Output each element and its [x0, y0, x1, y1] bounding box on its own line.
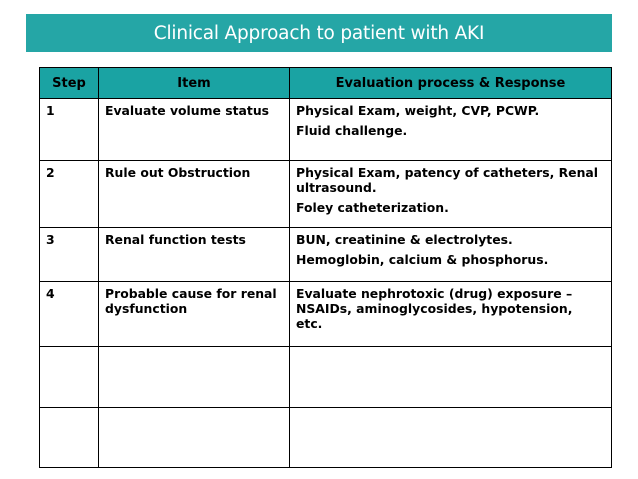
- cell-item: [99, 228, 290, 282]
- cell-item: [99, 347, 290, 408]
- item-text: dysfunction: [105, 301, 188, 316]
- cell-step: [40, 228, 99, 282]
- evaluation-line: Fluid challenge.: [296, 123, 408, 138]
- cell-item: [99, 408, 290, 468]
- title-bar: [26, 14, 612, 52]
- item-text: Rule out Obstruction: [105, 165, 251, 180]
- cell-evaluation: [290, 347, 612, 408]
- table-row-empty: [40, 408, 612, 468]
- table-row: [40, 99, 612, 161]
- table-row: [40, 282, 612, 347]
- table-row: [40, 228, 612, 282]
- cell-evaluation: [290, 99, 612, 161]
- cell-evaluation: [290, 228, 612, 282]
- cell-item: [99, 99, 290, 161]
- header-step: Step: [40, 68, 99, 99]
- table-row: [40, 161, 612, 228]
- item-text: Evaluate volume status: [105, 103, 270, 118]
- cell-evaluation: [290, 282, 612, 347]
- evaluation-line: Evaluate nephrotoxic (drug) exposure –: [296, 286, 573, 301]
- cell-evaluation: [290, 408, 612, 468]
- table-row-empty: [40, 347, 612, 408]
- cell-step: [40, 99, 99, 161]
- header-evaluation: Evaluation process & Response: [290, 68, 612, 99]
- cell-step: [40, 282, 99, 347]
- evaluation-line: Physical Exam, weight, CVP, PCWP.: [296, 103, 540, 118]
- table-header-row: [40, 68, 612, 99]
- header-item: Item: [99, 68, 290, 99]
- evaluation-line: Foley catheterization.: [296, 200, 449, 215]
- evaluation-line: BUN, creatinine & electrolytes.: [296, 232, 513, 247]
- cell-step: [40, 161, 99, 228]
- aki-approach-table: [39, 67, 612, 468]
- cell-step: [40, 408, 99, 468]
- item-text: Probable cause for renal: [105, 286, 277, 301]
- evaluation-line: etc.: [296, 316, 323, 331]
- cell-evaluation: [290, 161, 612, 228]
- cell-step: [40, 347, 99, 408]
- evaluation-line: ultrasound.: [296, 180, 377, 195]
- item-text: Renal function tests: [105, 232, 246, 247]
- step-number: 1: [46, 103, 55, 118]
- step-number: 3: [46, 232, 55, 247]
- page-title: Clinical Approach to patient with AKI: [153, 22, 485, 44]
- step-number: 2: [46, 165, 55, 180]
- evaluation-line: Physical Exam, patency of catheters, Renal: [296, 165, 599, 180]
- evaluation-line: Hemoglobin, calcium & phosphorus.: [296, 252, 549, 267]
- cell-item: [99, 161, 290, 228]
- step-number: 4: [46, 286, 55, 301]
- cell-item: [99, 282, 290, 347]
- evaluation-line: NSAIDs, aminoglycosides, hypotension,: [296, 301, 573, 316]
